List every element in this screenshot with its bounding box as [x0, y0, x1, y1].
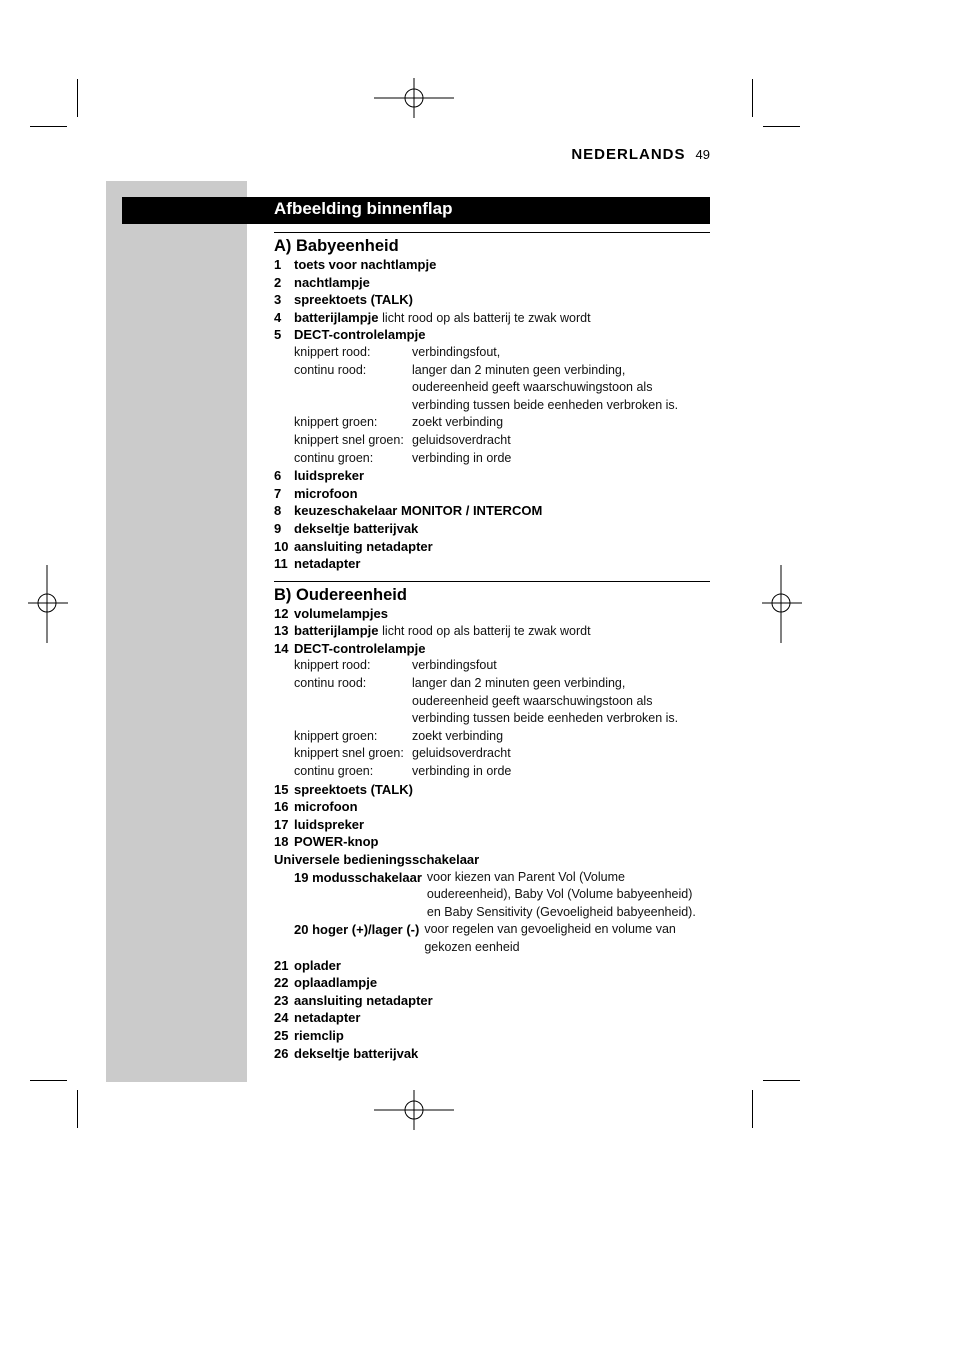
item-number: 16: [274, 799, 289, 815]
state-row: [274, 432, 710, 450]
item-number: 23: [274, 992, 289, 1008]
state-row: [274, 414, 710, 432]
state-label: continu rood:: [294, 676, 367, 691]
page-header: [571, 146, 710, 163]
item-number: 13: [274, 623, 289, 639]
state-row: [274, 344, 710, 362]
page-number: 49: [695, 147, 710, 162]
list-item: [274, 256, 710, 274]
item-label: DECT-controlelampje: [294, 327, 426, 343]
list-item: [274, 1045, 710, 1063]
registration-mark-icon: [374, 1090, 456, 1130]
list-item: [274, 520, 710, 538]
control-description: gekozen eenheid: [424, 939, 520, 954]
list-item: [274, 781, 710, 799]
state-label: continu rood:: [294, 362, 367, 377]
item-description: licht rood op als batterij te zwak wordt: [382, 310, 591, 325]
language-label: NEDERLANDS: [571, 146, 686, 163]
item-label: DECT-controlelampje: [294, 640, 426, 656]
item-number: 9: [274, 520, 282, 536]
control-description: en Baby Sensitivity (Gevoeligheid babyeenheid).: [426, 904, 696, 919]
control-description: voor kiezen van Parent Vol (Volume: [426, 869, 625, 884]
item-list: [274, 781, 710, 851]
item-label: aansluiting netadapter: [294, 992, 433, 1008]
item-number: 4: [274, 309, 282, 325]
item-label: batterijlampje: [294, 623, 379, 639]
item-label: dekseltje batterijvak: [294, 520, 419, 536]
item-number: 1: [274, 257, 282, 272]
page-title: Afbeelding binnenflap: [274, 199, 453, 218]
section-title: A) Babyeenheid: [274, 237, 399, 255]
state-label: knippert rood:: [294, 344, 371, 359]
state-list: [274, 344, 710, 467]
item-label: dekseltje batterijvak: [294, 1045, 419, 1061]
crop-mark: [77, 79, 78, 117]
list-item: [274, 974, 710, 992]
item-number: 24: [274, 1010, 289, 1026]
item-label: oplaadlampje: [294, 975, 378, 991]
state-value: geluidsoverdracht: [412, 432, 511, 447]
state-label: knippert snel groen:: [294, 746, 404, 761]
item-number: 10: [274, 538, 289, 554]
list-item: [274, 640, 710, 658]
item-number: 12: [274, 605, 289, 621]
state-label: knippert rood:: [294, 658, 371, 673]
item-label: POWER-knop: [294, 834, 379, 850]
item-number: 7: [274, 485, 282, 501]
registration-mark-icon: [374, 78, 456, 118]
item-label: batterijlampje: [294, 309, 379, 325]
state-label: knippert groen:: [294, 728, 378, 743]
section-title: B) Oudereenheid: [274, 585, 407, 604]
control-label: 20 hoger (+)/lager (-): [294, 922, 420, 938]
list-item: [274, 538, 710, 556]
control-list: [274, 869, 710, 957]
title-bar: [122, 197, 710, 224]
crop-mark: [30, 1080, 67, 1081]
item-number: 17: [274, 816, 289, 832]
item-label: spreektoets (TALK): [294, 781, 413, 797]
state-label: knippert groen:: [294, 415, 378, 430]
state-label: continu groen:: [294, 764, 374, 779]
item-label: microfoon: [294, 485, 358, 501]
section-babyeenheid: [274, 232, 710, 573]
state-value: oudereenheid geeft waarschuwingstoon als: [412, 380, 653, 395]
item-number: 8: [274, 503, 282, 519]
state-value: langer dan 2 minuten geen verbinding,: [412, 362, 626, 377]
state-value: verbinding in orde: [412, 450, 512, 465]
list-item: [274, 555, 710, 573]
list-item: [274, 798, 710, 816]
item-number: 2: [274, 274, 282, 290]
state-list: [274, 657, 710, 780]
control-item: [274, 869, 710, 922]
list-item: [274, 274, 710, 292]
item-list: [274, 256, 710, 344]
list-item: [274, 485, 710, 503]
state-row: [274, 745, 710, 763]
list-item: [274, 833, 710, 851]
crop-mark: [752, 79, 753, 117]
state-row: [274, 675, 710, 728]
state-row: [274, 450, 710, 468]
item-number: 6: [274, 468, 282, 484]
list-item: [274, 816, 710, 834]
item-number: 25: [274, 1027, 289, 1043]
list-item: [274, 326, 710, 344]
section-oudereenheid: [274, 581, 710, 1062]
list-item: [274, 1009, 710, 1027]
state-value: verbinding tussen beide eenheden verbroken is.: [412, 711, 679, 726]
item-description: licht rood op als batterij te zwak wordt: [382, 624, 591, 639]
control-description: oudereenheid), Baby Vol (Volume babyeenheid): [426, 887, 693, 902]
state-label: knippert snel groen:: [294, 432, 404, 447]
state-value: oudereenheid geeft waarschuwingstoon als: [412, 693, 653, 708]
item-label: aansluiting netadapter: [294, 538, 433, 554]
content: [274, 232, 710, 1062]
crop-mark: [77, 1090, 78, 1128]
item-number: 21: [274, 957, 289, 973]
item-number: 5: [274, 327, 282, 343]
universal-control-title: Universele bedieningsschakelaar: [274, 852, 480, 867]
item-label: riemclip: [294, 1027, 344, 1043]
item-number: 11: [274, 556, 288, 572]
item-label: toets voor nachtlampje: [294, 257, 437, 272]
item-number: 26: [274, 1045, 289, 1061]
gray-margin-band: [106, 181, 247, 1082]
item-label: luidspreker: [294, 468, 365, 484]
state-value: verbinding tussen beide eenheden verbroken is.: [412, 397, 679, 412]
item-number: 22: [274, 975, 289, 991]
state-row: [274, 728, 710, 746]
list-item: [274, 291, 710, 309]
list-item: [274, 957, 710, 975]
item-label: keuzeschakelaar MONITOR / INTERCOM: [294, 503, 543, 519]
state-value: verbindingsfout: [412, 658, 497, 673]
state-label: continu groen:: [294, 450, 374, 465]
list-item: [274, 605, 710, 623]
state-row: [274, 657, 710, 675]
registration-mark-icon: [762, 565, 802, 643]
list-item: [274, 622, 710, 640]
registration-mark-icon: [28, 565, 68, 643]
list-item: [274, 992, 710, 1010]
list-item: [274, 309, 710, 327]
state-row: [274, 362, 710, 415]
item-label: nachtlampje: [294, 274, 370, 290]
item-number: 3: [274, 292, 282, 308]
state-value: langer dan 2 minuten geen verbinding,: [412, 676, 626, 691]
state-value: zoekt verbinding: [412, 415, 504, 430]
state-value: geluidsoverdracht: [412, 746, 511, 761]
item-label: netadapter: [294, 1010, 361, 1026]
crop-mark: [763, 1080, 800, 1081]
item-label: netadapter: [294, 556, 361, 572]
item-list: [274, 467, 710, 573]
item-label: microfoon: [294, 799, 358, 815]
control-label: 19 modusschakelaar: [294, 869, 422, 885]
list-item: [274, 1027, 710, 1045]
item-label: spreektoets (TALK): [294, 292, 413, 308]
crop-mark: [752, 1090, 753, 1128]
item-list: [274, 957, 710, 1063]
state-value: verbinding in orde: [412, 764, 512, 779]
list-item: [274, 502, 710, 520]
item-list: [274, 605, 710, 658]
item-label: oplader: [294, 957, 341, 973]
state-row: [274, 763, 710, 781]
state-value: verbindingsfout,: [412, 344, 501, 359]
crop-mark: [30, 126, 67, 127]
list-item: [274, 467, 710, 485]
state-value: zoekt verbinding: [412, 728, 504, 743]
item-label: volumelampjes: [294, 605, 388, 621]
item-label: luidspreker: [294, 816, 365, 832]
item-number: 14: [274, 640, 289, 656]
item-number: 15: [274, 781, 289, 797]
control-description: voor regelen van gevoeligheid en volume van: [424, 922, 676, 937]
control-item: [274, 921, 710, 956]
item-number: 18: [274, 834, 289, 850]
crop-mark: [763, 126, 800, 127]
